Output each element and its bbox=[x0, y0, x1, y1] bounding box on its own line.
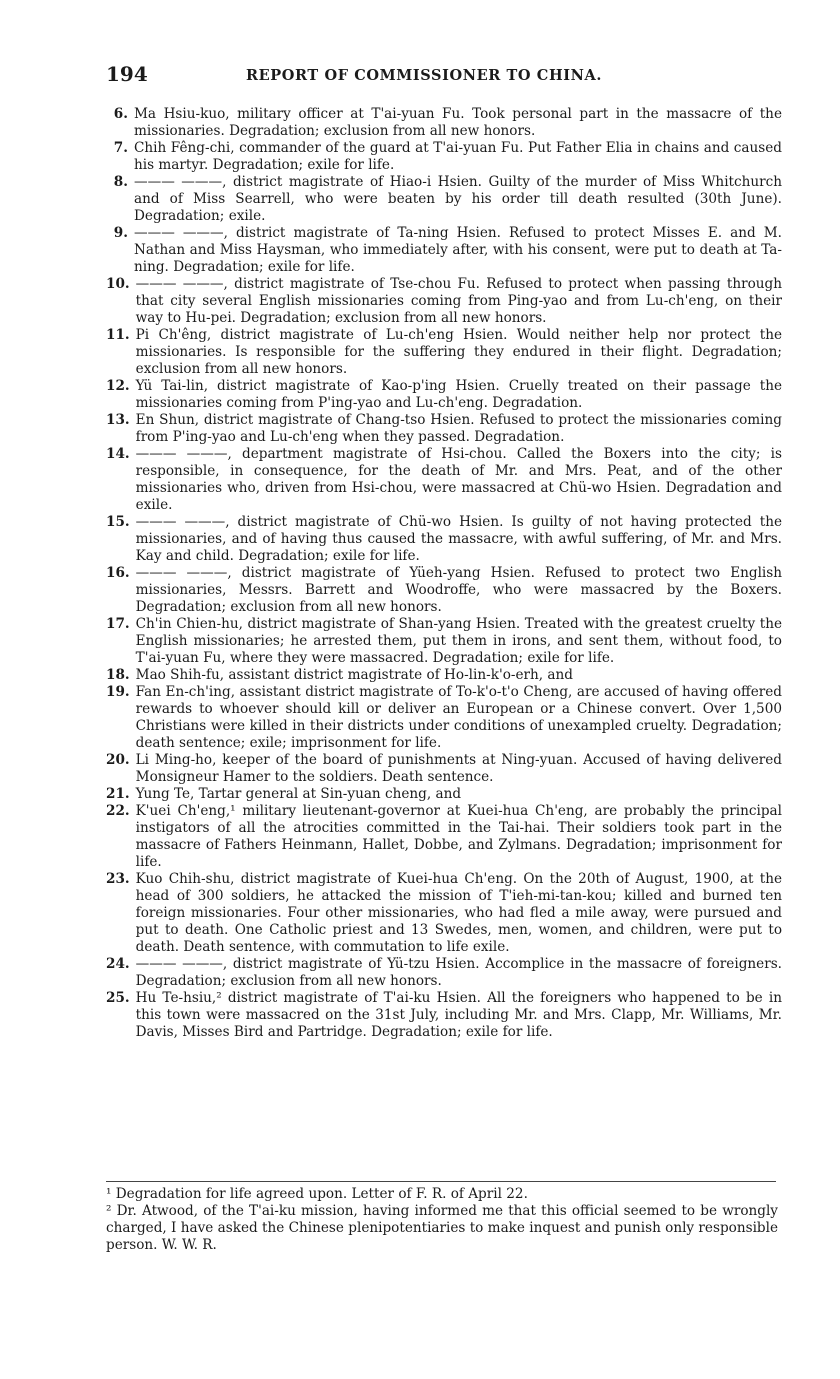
entry-number: 18. bbox=[106, 667, 130, 683]
list-item bbox=[106, 956, 782, 990]
entry-text: ——— ———, district magistrate of Hiao-i Hsien. Guilty of the murder of Miss Whitchurch and of Miss Searrell, who were beaten by his order till death resulted (30th June). Degradation; exile. bbox=[134, 174, 782, 224]
entry-text: ——— ———, district magistrate of Ta-ning Hsien. Refused to protect Misses E. and M. Nathan and Miss Haysman, who immediately after, with his consent, were put to death at Ta-ning. Degradation; exile for life. bbox=[134, 225, 782, 275]
entry-number: 15. bbox=[106, 514, 130, 530]
entry-text: Hu Te-hsiu,² district magistrate of T'ai-ku Hsien. All the foreigners who happened to be in this town were massacred on the 31st July, including Mr. and Mrs. Clapp, Mr. Williams, Mr. Davis, Misses Bird and Partridge. Degradation; exile for life. bbox=[135, 990, 782, 1040]
list-item bbox=[106, 378, 782, 412]
list-item bbox=[106, 140, 782, 174]
footnote-1: ¹ Degradation for life agreed upon. Letter of F. R. of April 22. bbox=[106, 1186, 528, 1202]
page-number: 194 bbox=[106, 62, 148, 86]
entry-text: Yü Tai-lin, district magistrate of Kao-p'ing Hsien. Cruelly treated on their passage the missionaries coming from P'ing-yao and Lu-ch'eng. Degradation. bbox=[135, 378, 782, 411]
list-item bbox=[106, 514, 782, 565]
list-item bbox=[106, 446, 782, 514]
list-item bbox=[106, 684, 782, 752]
entry-number: 9. bbox=[113, 225, 128, 241]
entry-text: Kuo Chih-shu, district magistrate of Kuei-hua Ch'eng. On the 20th of August, 1900, at the head of 300 soldiers, he attacked the mission of T'ieh-mi-tan-kou; killed and burned ten foreign missionaries. Four other missionaries, who had fled a mile away, were pursued and put to death. One Catholic priest and 13 Swedes, men, women, and children, were put to death. Death sentence, with commutation to life exile. bbox=[135, 871, 782, 955]
list-item bbox=[106, 752, 782, 786]
entry-text: ——— ———, district magistrate of Yüeh-yang Hsien. Refused to protect two English missionaries, Messrs. Barrett and Woodroffe, who were massacred by the Boxers. Degradation; exclusion from all new honors. bbox=[135, 565, 782, 615]
list-item bbox=[106, 327, 782, 378]
entry-number: 22. bbox=[106, 803, 130, 819]
entry-number: 17. bbox=[106, 616, 130, 632]
entry-text: Yung Te, Tartar general at Sin-yuan cheng, and bbox=[135, 786, 462, 802]
entry-text: ——— ———, district magistrate of Chü-wo Hsien. Is guilty of not having protected the missionaries, and of having thus caused the massacre, with awful suffering, of Mr. and Mrs. Kay and child. Degradation; exile for life. bbox=[135, 514, 782, 564]
page-header bbox=[106, 62, 782, 90]
list-item bbox=[106, 174, 782, 225]
entry-number: 16. bbox=[106, 565, 130, 581]
list-item bbox=[106, 225, 782, 276]
entry-number: 7. bbox=[113, 140, 128, 156]
entry-text: ——— ———, district magistrate of Yü-tzu Hsien. Accomplice in the massacre of foreigners. Degradation; exclusion from all new honors. bbox=[135, 956, 782, 989]
list-item bbox=[106, 871, 782, 956]
list-item bbox=[106, 786, 782, 803]
entry-number: 10. bbox=[106, 276, 130, 292]
list-item bbox=[106, 276, 782, 327]
footnote-2: ² Dr. Atwood, of the T'ai-ku mission, having informed me that this official seemed to be wrongly charged, I have asked the Chinese plenipotentiaries to make inquest and punish only responsible person. W. W. R. bbox=[106, 1203, 779, 1253]
footnotes bbox=[106, 1186, 778, 1254]
footnote-divider bbox=[106, 1181, 776, 1182]
entry-number: 13. bbox=[106, 412, 130, 428]
entry-text: En Shun, district magistrate of Chang-tso Hsien. Refused to protect the missionaries coming from P'ing-yao and Lu-ch'eng when they passed. Degradation. bbox=[135, 412, 782, 445]
running-head: REPORT OF COMMISSIONER TO CHINA. bbox=[246, 67, 602, 84]
entry-number: 12. bbox=[106, 378, 130, 394]
list-item bbox=[106, 990, 782, 1041]
entry-number: 11. bbox=[106, 327, 130, 343]
entry-number: 23. bbox=[106, 871, 130, 887]
list-item bbox=[106, 667, 782, 684]
entry-text: ——— ———, department magistrate of Hsi-chou. Called the Boxers into the city; is responsible, in consequence, for the death of Mr. and Mrs. Peat, and of the other missionaries who, driven from Hsi-chou, were massacred at Chü-wo Hsien. Degradation and exile. bbox=[135, 446, 782, 513]
entry-text: Fan En-ch'ing, assistant district magistrate of To-k'o-t'o Cheng, are accused of having offered rewards to whoever should kill or deliver an European or a Chinese convert. Over 1,500 Christians were killed in their districts under conditions of unexampled cruelty. Degradation; death sentence; exile; imprisonment for life. bbox=[135, 684, 782, 751]
entry-text: Chih Fêng-chi, commander of the guard at T'ai-yuan Fu. Put Father Elia in chains and caused his martyr. Degradation; exile for life. bbox=[134, 140, 782, 173]
entry-number: 8. bbox=[113, 174, 128, 190]
entry-number: 14. bbox=[106, 446, 130, 462]
entry-text: Ch'in Chien-hu, district magistrate of Shan-yang Hsien. Treated with the greatest cruelty the English missionaries; he arrested them, put them in irons, and sent them, without food, to T'ai-yuan Fu, where they were massacred. Degradation; exile for life. bbox=[135, 616, 782, 666]
list-item bbox=[106, 803, 782, 871]
entry-number: 21. bbox=[106, 786, 130, 802]
entry-text: Li Ming-ho, keeper of the board of punishments at Ning-yuan. Accused of having delivered Monsigneur Hamer to the soldiers. Death sentence. bbox=[135, 752, 782, 785]
entry-number: 19. bbox=[106, 684, 130, 700]
entry-number: 24. bbox=[106, 956, 130, 972]
entry-text: Ma Hsiu-kuo, military officer at T'ai-yuan Fu. Took personal part in the massacre of the missionaries. Degradation; exclusion from all new honors. bbox=[134, 106, 782, 139]
entry-number: 6. bbox=[113, 106, 128, 122]
entry-text: Mao Shih-fu, assistant district magistrate of Ho-lin-k'o-erh, and bbox=[135, 667, 573, 683]
entry-text: K'uei Ch'eng,¹ military lieutenant-governor at Kuei-hua Ch'eng, are probably the principal instigators of all the atrocities committed in the Tai-hai. Their soldiers took part in the massacre of Fathers Heinmann, Hallet, Dobbe, and Zylmans. Degradation; imprisonment for life. bbox=[135, 803, 782, 870]
list-item bbox=[106, 565, 782, 616]
entry-text: ——— ———, district magistrate of Tse-chou Fu. Refused to protect when passing through that city several English missionaries coming from Ping-yao and from Lu-ch'eng, on their way to Hu-pei. Degradation; exclusion from all new honors. bbox=[135, 276, 782, 326]
entry-list bbox=[106, 106, 782, 1041]
list-item bbox=[106, 616, 782, 667]
list-item bbox=[106, 412, 782, 446]
entry-number: 20. bbox=[106, 752, 130, 768]
list-item bbox=[106, 106, 782, 140]
entry-text: Pi Ch'êng, district magistrate of Lu-ch'eng Hsien. Would neither help nor protect the missionaries. Is responsible for the suffering they endured in their flight. Degradation; exclusion from all new honors. bbox=[135, 327, 782, 377]
entry-number: 25. bbox=[106, 990, 130, 1006]
